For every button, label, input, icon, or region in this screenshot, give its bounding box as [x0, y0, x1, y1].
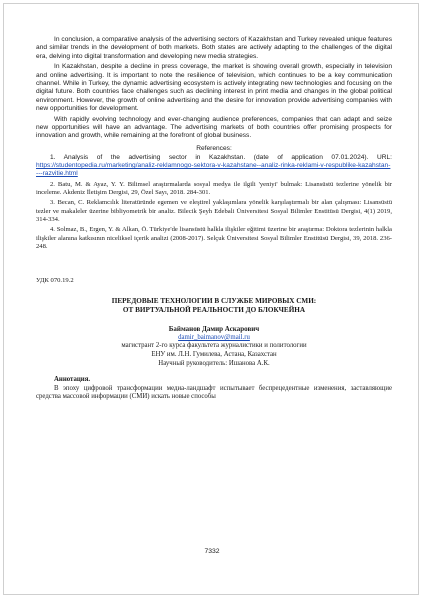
author-name: Байманов Дамир Аскарович [168, 325, 260, 334]
references-heading: References: [196, 144, 232, 152]
reference-4-text: 4. Solmaz, B., Ergen, Y. & Alkan, Ö. Türkiye'de lisansüstü halkla ilişkiler eğitimi üzerine bir araştırma: Doktora tezlerinin halkla ilişkiler alanına katkısının niceliksel içerik analizi (2008-2017). Selçuk Üniversitesi Sosyal Bilimler Enstitüsü Dergisi, 39, 2018. 236-248. [36, 226, 392, 250]
annotation-text: В эпоху цифровой трансформации медиа-ландшафт испытывает беспрецедентные изменения, заставляющие средства массовой информации (СМИ) искать новые способы [36, 384, 392, 401]
author-affiliation-1: магистрант 2-го курса факультета журналистики и политологии [121, 342, 307, 350]
page-number: 7332 [204, 548, 220, 555]
annotation-heading: Аннотация. [54, 376, 91, 384]
reference-1-text: 1. Analysis of the advertising sector in Kazakhstan. (date of application 07.01.2024). URL: [50, 153, 392, 161]
reference-2-text: 2. Batu, M. & Ayaz, Y. Y. Bilimsel araştırmalarda sosyal medya ile ilgili 'yeniyi' bulmak: Lisansüstü tezlerine yönelik bir inceleme. Akdeniz İletişim Dergisi, 29, Özel Sayı, 2018. 284-301. [36, 180, 392, 197]
scientific-advisor: Научный руководитель: Ишанова А.К. [158, 359, 270, 367]
reference-2 [36, 181, 392, 198]
conclusion-paragraph-1: In conclusion, a comparative analysis of the advertising sectors of Kazakhstan and Turkey revealed unique features and similar trends in the development of both markets. Both states are actively adapting to the challenges of the digital era, delving into digital transformation and developing new media strategies. [36, 36, 392, 60]
article-title-line-2: ОТ ВИРТУАЛЬНОЙ РЕАЛЬНОСТИ ДО БЛОКЧЕЙНА [122, 306, 306, 315]
conclusion-paragraph-2: In Kazakhstan, despite a decline in press coverage, the market is showing overall growth, especially in television and online advertising. It is important to note the resilience of television, which continues to be a key communication channel. While in Turkey, the dynamic advertising ecosystem is actively integrating new technologies and focusing on the digital future. Both countries face challenges such as declining interest in print media and changes in the global political environment. However, the growth of online advertising and the desire for innovation provide advertising companies with new opportunities for development. [36, 63, 392, 112]
reference-3 [36, 199, 392, 224]
article-title [36, 297, 392, 315]
author-affiliation-2: ЕНУ им. Л.Н. Гумилева, Астана, Казахстан [151, 351, 277, 359]
reference-1 [36, 154, 392, 179]
conclusion-paragraph-3: With rapidly evolving technology and ever-changing audience preferences, companies that can adapt and seize new opportunities will have an advantage. The advertising markets of both countries offer promising prospects for innovation and growth, while remaining at the forefront of global business. [36, 115, 392, 140]
udc-code: УДК 070.19.2 [36, 277, 74, 285]
reference-4 [36, 226, 392, 251]
author-email-link[interactable]: damir_baimanov@mail.ru [178, 334, 250, 342]
article-title-line-1: ПЕРЕДОВЫЕ ТЕХНОЛОГИИ В СЛУЖБЕ МИРОВЫХ СМИ: [111, 297, 317, 306]
reference-1-link[interactable]: https://studentopedia.ru/marketing/analiz-reklamnogo-sektora-v-kazahstane--analiz-rinka-reklami-v-respublike-kazahstan----razvitie.html [36, 162, 391, 178]
reference-3-text: 3. Becan, C. Reklamcılık literatüründe egemen ve eleştirel yaklaşımlara yönelik karşılaştırmalı bir alan çalışması: Lisansüstü tezler ve makaleler üzerine bibliyometrik bir analiz. Bilecik Şeyh Edebali Üniversitesi Sosyal Bilimler Enstitüsü Dergisi, 4(1) 2019, 314-334. [36, 199, 392, 223]
document-page [36, 36, 392, 402]
